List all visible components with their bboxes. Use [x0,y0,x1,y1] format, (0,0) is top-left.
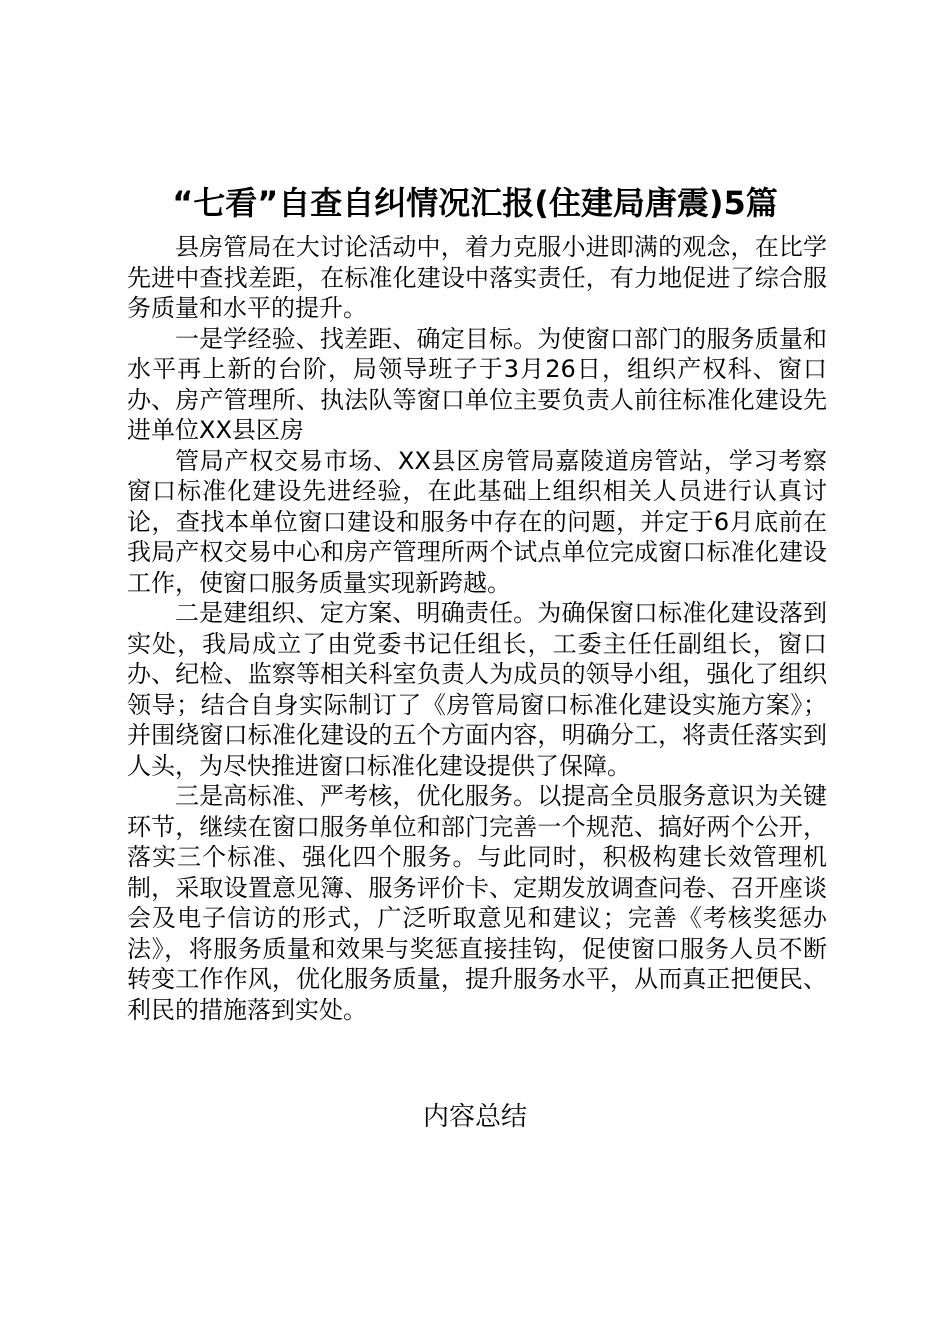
paragraph-intro: 县房管局在大讨论活动中，着力克服小进即满的观念，在比学先进中查找差距，在标准化建设中落实责任，有力地促进了综合服务质量和水平的提升。 [127,233,827,322]
paragraph-point-one-continued: 管局产权交易市场、XX县区房管局嘉陵道房管站，学习考察窗口标准化建设先进经验，在此基础上组织相关人员进行认真讨论，查找本单位窗口建设和服务中存在的问题，并定于6月底前在我局产权交易中心和房产管理所两个试点单位完成窗口标准化建设工作，使窗口服务质量实现新跨越。 [127,446,827,597]
paragraph-point-one: 一是学经验、找差距、确定目标。为使窗口部门的服务质量和水平再上新的台阶，局领导班子于3月26日，组织产权科、窗口办、房产管理所、执法队等窗口单位主要负责人前往标准化建设先进单位XX县区房 [127,324,827,444]
paragraph-point-three: 三是高标准、严考核，优化服务。以提高全员服务意识为关键环节，继续在窗口服务单位和部门完善一个规范、搞好两个公开，落实三个标准、强化四个服务。与此同时，积极构建长效管理机制，采取设置意见簿、服务评价卡、定期发放调查问卷、召开座谈会及电子信访的形式，广泛听取意见和建议；完善《考核奖惩办法》，将服务质量和效果与奖惩直接挂钩，促使窗口服务人员不断转变工作作风，优化服务质量，提升服务水平，从而真正把便民、利民的措施落到实处。 [127,782,827,1024]
document-title: “七看”自查自纠情况汇报(住建局唐震)5篇 [172,184,778,222]
document-body [127,232,827,1025]
summary-heading: 内容总结 [422,1102,527,1132]
paragraph-point-two: 二是建组织、定方案、明确责任。为确保窗口标准化建设落到实处，我局成立了由党委书记任组长，工委主任任副组长，窗口办、纪检、监察等相关科室负责人为成员的领导小组，强化了组织领导；结合自身实际制订了《房管局窗口标准化建设实施方案》；并围绕窗口标准化建设的五个方面内容，明确分工，将责任落实到人头，为尽快推进窗口标准化建设提供了保障。 [127,599,827,780]
